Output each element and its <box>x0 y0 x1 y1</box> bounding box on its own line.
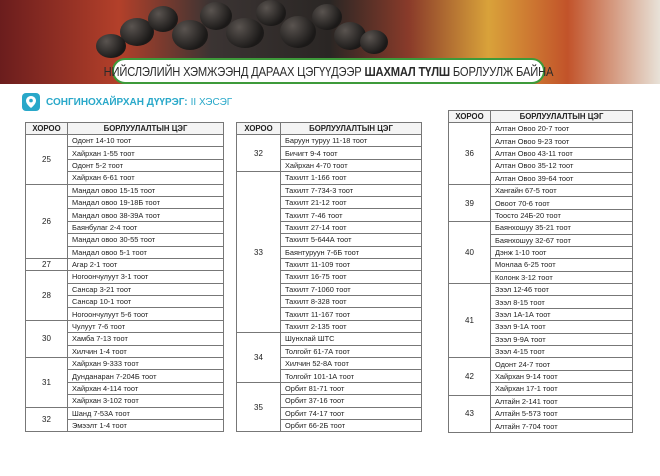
table-row <box>237 172 422 184</box>
table-row <box>237 333 422 345</box>
khoroo-number: 34 <box>237 333 281 383</box>
table-row <box>26 135 224 147</box>
khoroo-number: 25 <box>26 135 68 185</box>
sales-point-address: Тахилт 7-734-3 тоот <box>281 184 422 196</box>
sales-point-address: Хайрхан 4-70 тоот <box>281 159 422 171</box>
khoroo-number: 32 <box>237 135 281 172</box>
table-row <box>449 222 633 234</box>
sales-point-address: Тахилт 11-109 тоот <box>281 258 422 270</box>
sales-point-address: Мандал овоо 5-1 тоот <box>68 246 224 258</box>
sales-point-address: Тахилт 2-135 тоот <box>281 320 422 332</box>
sales-point-address: Зээл 9-9А тоот <box>491 333 633 345</box>
sales-point-address: Мандал овоо 30-55 тоот <box>68 234 224 246</box>
sales-point-address: Зээл 8-15 тоот <box>491 296 633 308</box>
sales-point-address: Хилчин 52-8А тоот <box>281 358 422 370</box>
sales-point-address: Одонт 5-2 тоот <box>68 159 224 171</box>
sales-point-address: Баянтуруун 7-6Б тоот <box>281 246 422 258</box>
sales-point-address: Сансар 3-21 тоот <box>68 283 224 295</box>
sales-point-address: Мандал овоо 15-15 тоот <box>68 184 224 196</box>
khoroo-column-header: ХОРОО <box>26 123 68 135</box>
khoroo-number: 28 <box>26 271 68 321</box>
khoroo-number: 31 <box>26 358 68 408</box>
sales-point-address: Алтайн 2-141 тоот <box>491 395 633 407</box>
table-row <box>449 123 633 135</box>
sales-point-address: Хайрхан 3-102 тоот <box>68 395 224 407</box>
table-row <box>26 320 224 332</box>
khoroo-number: 27 <box>26 258 68 270</box>
table-row <box>26 407 224 419</box>
sales-point-address: Хайрхан 17-1 тоот <box>491 383 633 395</box>
points-column-header: БОРЛУУЛАЛТЫН ЦЭГ <box>281 123 422 135</box>
table-row <box>26 184 224 196</box>
sales-point-address: Хайрхан 6-61 тоот <box>68 172 224 184</box>
sales-point-address: Тахилт 8-328 тоот <box>281 296 422 308</box>
sales-point-address: Хайрхан 9-333 тоот <box>68 358 224 370</box>
sales-point-address: Ногоончулуут 3-1 тоот <box>68 271 224 283</box>
khoroo-number: 40 <box>449 222 491 284</box>
sales-point-address: Орбит 81-71 тоот <box>281 382 422 394</box>
sales-point-address: Дэнж 1-10 тоот <box>491 246 633 258</box>
sales-point-address: Орбит 74-17 тоот <box>281 407 422 419</box>
sales-point-address: Орбит 37-16 тоот <box>281 395 422 407</box>
khoroo-column-header: ХОРОО <box>449 111 491 123</box>
sales-points-table-3 <box>448 110 633 433</box>
sales-point-address: Зээл 4-15 тоот <box>491 346 633 358</box>
sales-point-address: Хайрхан 4-114 тоот <box>68 382 224 394</box>
sales-point-address: Хайрхан 9-14 тоот <box>491 370 633 382</box>
sales-point-address: Агар 2-1 тоот <box>68 258 224 270</box>
district-name: СОНГИНОХАЙРХАН ДҮҮРЭГ: <box>46 96 188 108</box>
sales-point-address: Алтан Овоо 20-7 тоот <box>491 123 633 135</box>
sales-point-address: Мандал овоо 38-39А тоот <box>68 209 224 221</box>
sales-point-address: Чулуут 7-6 тоот <box>68 320 224 332</box>
khoroo-number: 39 <box>449 184 491 221</box>
points-column-header: БОРЛУУЛАЛТЫН ЦЭГ <box>491 111 633 123</box>
sales-point-address: Тахилт 7-1060 тоот <box>281 283 422 295</box>
sales-point-address: Баянбулаг 2-4 тоот <box>68 221 224 233</box>
sales-points-table-1 <box>25 122 224 432</box>
title-part-2: БОРЛУУЛЖ БАЙНА <box>452 63 554 79</box>
khoroo-number: 32 <box>26 407 68 432</box>
sales-point-address: Алтан Овоо 9-23 тоот <box>491 135 633 147</box>
page-title <box>103 58 554 84</box>
sales-point-address: Тахилт 7-46 тоот <box>281 209 422 221</box>
khoroo-number: 30 <box>26 320 68 357</box>
district-section: II ХЭСЭГ <box>190 96 233 108</box>
location-pin-icon <box>22 93 40 111</box>
sales-point-address: Баянхошуу 35-21 тоот <box>491 222 633 234</box>
khoroo-number: 26 <box>26 184 68 258</box>
sales-point-address: Тахилт 11-167 тоот <box>281 308 422 320</box>
sales-point-address: Одонт 24-7 тоот <box>491 358 633 370</box>
sales-point-address: Дунданаран 7-204Б тоот <box>68 370 224 382</box>
table-row <box>237 382 422 394</box>
district-heading <box>22 93 232 111</box>
sales-point-address: Зээл 1А-1А тоот <box>491 308 633 320</box>
sales-point-address: Баянхошуу 32-67 тоот <box>491 234 633 246</box>
sales-point-address: Одонт 14-10 тоот <box>68 135 224 147</box>
table-row <box>449 184 633 196</box>
table-row <box>26 358 224 370</box>
sales-point-address: Баруун туруу 11-18 тоот <box>281 135 422 147</box>
khoroo-number: 36 <box>449 123 491 185</box>
sales-point-address: Монлаа 6-25 тоот <box>491 259 633 271</box>
table-header-row <box>449 111 633 123</box>
sales-point-address: Тахилт 21-12 тоот <box>281 196 422 208</box>
table-row <box>449 358 633 370</box>
sales-point-address: Алтан Овоо 39-64 тоот <box>491 172 633 184</box>
sales-point-address: Тахилт 16-75 тоот <box>281 271 422 283</box>
title-part-1: НИЙСЛЭЛИЙН ХЭМЖЭЭНД ДАРААХ ЦЭГҮҮДЭЭР <box>103 63 362 79</box>
title-highlight: ШАХМАЛ ТҮЛШ <box>364 63 451 79</box>
sales-point-address: Тоосто 24Б-20 тоот <box>491 209 633 221</box>
sales-point-address: Хайрхан 1-55 тоот <box>68 147 224 159</box>
sales-point-address: Алтайн 5-573 тоот <box>491 407 633 419</box>
sales-point-address: Хангайн 67-5 тоот <box>491 184 633 196</box>
sales-point-address: Ногоончулуут 5-6 тоот <box>68 308 224 320</box>
sales-point-address: Сансар 10-1 тоот <box>68 296 224 308</box>
sales-point-address: Овоот 70-6 тоот <box>491 197 633 209</box>
points-column-header: БОРЛУУЛАЛТЫН ЦЭГ <box>68 123 224 135</box>
sales-point-address: Зээл 9-1А тоот <box>491 321 633 333</box>
khoroo-number: 35 <box>237 382 281 432</box>
khoroo-column-header: ХОРОО <box>237 123 281 135</box>
table-row <box>26 271 224 283</box>
sales-point-address: Тахилт 1-166 тоот <box>281 172 422 184</box>
table-row <box>449 395 633 407</box>
sales-points-table-2 <box>236 122 422 432</box>
sales-point-address: Шанд 7-53А тоот <box>68 407 224 419</box>
sales-point-address: Орбит 66-2Б тоот <box>281 419 422 431</box>
sales-point-address: Хилчин 1-4 тоот <box>68 345 224 357</box>
sales-point-address: Алтайн 7-704 тоот <box>491 420 633 432</box>
sales-point-address: Бичигт 9-4 тоот <box>281 147 422 159</box>
sales-point-address: Алтан Овоо 35-12 тоот <box>491 160 633 172</box>
khoroo-number: 41 <box>449 284 491 358</box>
khoroo-number: 33 <box>237 172 281 333</box>
table-header-row <box>237 123 422 135</box>
sales-point-address: Алтан Овоо 43-11 тоот <box>491 147 633 159</box>
sales-point-address: Мандал овоо 19-18Б тоот <box>68 196 224 208</box>
khoroo-number: 42 <box>449 358 491 395</box>
sales-point-address: Тахилт 27-14 тоот <box>281 221 422 233</box>
sales-point-address: Зээл 12-46 тоот <box>491 284 633 296</box>
sales-point-address: Тахилт 5-644А тоот <box>281 234 422 246</box>
sales-point-address: Эмээлт 1-4 тоот <box>68 419 224 431</box>
sales-point-address: Хамба 7-13 тоот <box>68 333 224 345</box>
sales-point-address: Толгойт 101-1А тоот <box>281 370 422 382</box>
sales-point-address: Шунхлай ШТС <box>281 333 422 345</box>
table-row <box>26 258 224 270</box>
sales-point-address: Толгойт 61-7А тоот <box>281 345 422 357</box>
sales-point-address: Колонк 3-12 тоот <box>491 271 633 283</box>
table-row <box>449 284 633 296</box>
table-header-row <box>26 123 224 135</box>
khoroo-number: 43 <box>449 395 491 432</box>
table-row <box>237 135 422 147</box>
